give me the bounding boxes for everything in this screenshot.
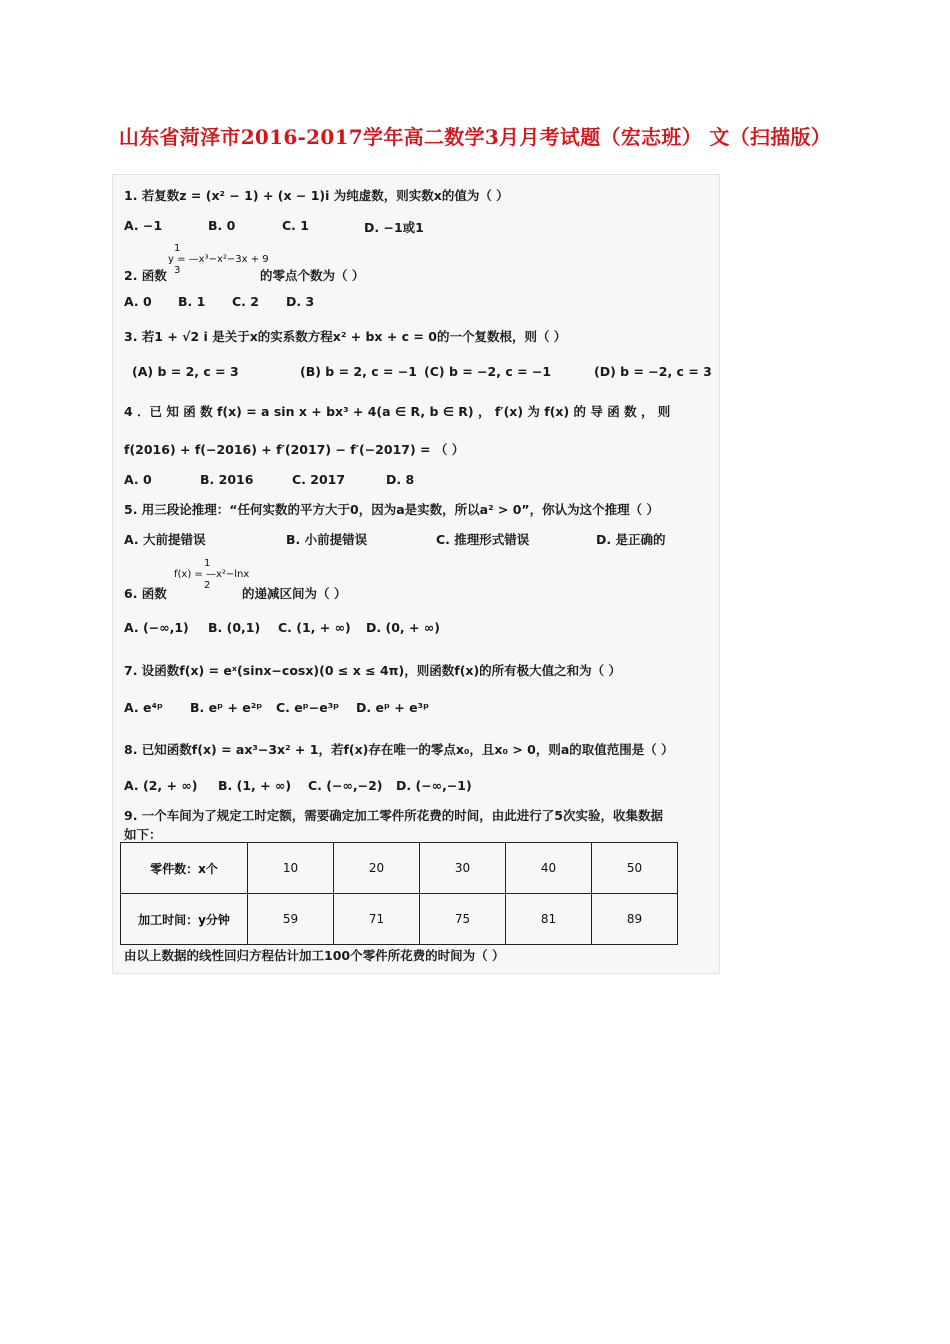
q5-option-a: A. 大前提错误 — [124, 532, 206, 547]
table-cell: 10 — [248, 843, 334, 894]
table-cell: 75 — [420, 894, 506, 945]
q1-stem: 1. 若复数z = (x² − 1) + (x − 1)i 为纯虚数，则实数x的值为（ ） — [124, 188, 509, 203]
q8-stem: 8. 已知函数f(x) = ax³−3x² + 1，若f(x)存在唯一的零点x₀，且x₀ > 0，则a的取值范围是（ ） — [124, 742, 674, 757]
q6-stem: 6. 函数 — [124, 586, 167, 601]
q8-option-b: B. (1, + ∞) — [218, 778, 292, 793]
q8-option-c: C. (−∞,−2) — [308, 778, 383, 793]
q3-option-d: (D) b = −2, c = 3 — [594, 364, 712, 379]
q9-tail: 由以上数据的线性回归方程估计加工100个零件所花费的时间为（ ） — [124, 948, 505, 963]
q2-fraction-numerator: 1 — [174, 243, 181, 254]
table-header-cell: 加工时间：y分钟 — [121, 894, 248, 945]
table-cell: 20 — [334, 843, 420, 894]
page-title: 山东省菏泽市2016-2017学年高二数学3月月考试题（宏志班） 文（扫描版） — [118, 125, 832, 149]
q6-option-c: C. (1, + ∞) — [278, 620, 351, 635]
q1-option-b: B. 0 — [208, 218, 236, 233]
scanned-exam-image — [112, 174, 720, 974]
table-cell: 30 — [420, 843, 506, 894]
table-cell: 40 — [506, 843, 592, 894]
table-cell: 71 — [334, 894, 420, 945]
q3-option-a: (A) b = 2, c = 3 — [132, 364, 239, 379]
table-row — [121, 894, 678, 945]
q4-stem-2: f(2016) + f(−2016) + f′(2017) − f′(−2017) = （ ） — [124, 442, 465, 457]
table-cell: 89 — [592, 894, 678, 945]
q4-option-c: C. 2017 — [292, 472, 346, 487]
q6-stem-tail: 的递减区间为（ ） — [242, 586, 347, 601]
q6-option-a: A. (−∞,1) — [124, 620, 189, 635]
q6-option-d: D. (0, + ∞) — [366, 620, 440, 635]
q5-option-c: C. 推理形式错误 — [436, 532, 530, 547]
q2-stem: 2. 函数 — [124, 268, 167, 283]
q2-formula: y = —x³−x²−3x + 9 — [168, 254, 269, 265]
q3-stem: 3. 若1 + √2 i 是关于x的实系数方程x² + bx + c = 0的一个复数根，则（ ） — [124, 329, 567, 344]
q8-option-a: A. (2, + ∞) — [124, 778, 198, 793]
q5-option-b: B. 小前提错误 — [286, 532, 368, 547]
q9-data-table — [120, 842, 678, 945]
q1-option-d: D. −1或1 — [364, 220, 424, 235]
table-header-cell: 零件数：x个 — [121, 843, 248, 894]
q2-fraction-denominator: 3 — [174, 265, 181, 276]
q4-option-d: D. 8 — [386, 472, 415, 487]
table-cell: 50 — [592, 843, 678, 894]
q6-option-b: B. (0,1) — [208, 620, 261, 635]
q7-option-d: D. eᵖ + e³ᵖ — [356, 700, 430, 715]
q2-stem-tail: 的零点个数为（ ） — [260, 268, 365, 283]
q6-fraction-numerator: 1 — [204, 558, 211, 569]
q3-option-c: (C) b = −2, c = −1 — [424, 364, 552, 379]
q9-stem: 9. 一个车间为了规定工时定额，需要确定加工零件所花费的时间，由此进行了5次实验，收集数据 — [124, 808, 663, 823]
table-row — [121, 843, 678, 894]
q7-stem: 7. 设函数f(x) = eˣ(sinx−cosx)(0 ≤ x ≤ 4π)，则函数f(x)的所有极大值之和为（ ） — [124, 663, 622, 678]
q2-option-c: C. 2 — [232, 294, 259, 309]
q4-stem: 4 ．已 知 函 数 f(x) = a sin x + bx³ + 4(a ∈ R, b ∈ R) ， f′(x) 为 f(x) 的 导 函 数 ， 则 — [124, 404, 671, 419]
q9-stem-2: 如下： — [124, 827, 162, 842]
q8-option-d: D. (−∞,−1) — [396, 778, 472, 793]
table-cell: 81 — [506, 894, 592, 945]
q2-option-a: A. 0 — [124, 294, 152, 309]
q6-fraction-denominator: 2 — [204, 580, 211, 591]
q2-option-d: D. 3 — [286, 294, 315, 309]
q2-option-b: B. 1 — [178, 294, 206, 309]
q7-option-c: C. eᵖ−e³ᵖ — [276, 700, 340, 715]
q5-stem: 5. 用三段论推理：“任何实数的平方大于0，因为a是实数，所以a² > 0”，你认为这个推理（ ） — [124, 502, 659, 517]
q1-option-a: A. −1 — [124, 218, 163, 233]
q6-formula: f(x) = —x²−lnx — [174, 569, 250, 580]
q4-option-a: A. 0 — [124, 472, 152, 487]
q4-option-b: B. 2016 — [200, 472, 254, 487]
table-cell: 59 — [248, 894, 334, 945]
q7-option-a: A. e⁴ᵖ — [124, 700, 163, 715]
q1-option-c: C. 1 — [282, 218, 309, 233]
q7-option-b: B. eᵖ + e²ᵖ — [190, 700, 263, 715]
q5-option-d: D. 是正确的 — [596, 532, 666, 547]
q3-option-b: (B) b = 2, c = −1 — [300, 364, 417, 379]
